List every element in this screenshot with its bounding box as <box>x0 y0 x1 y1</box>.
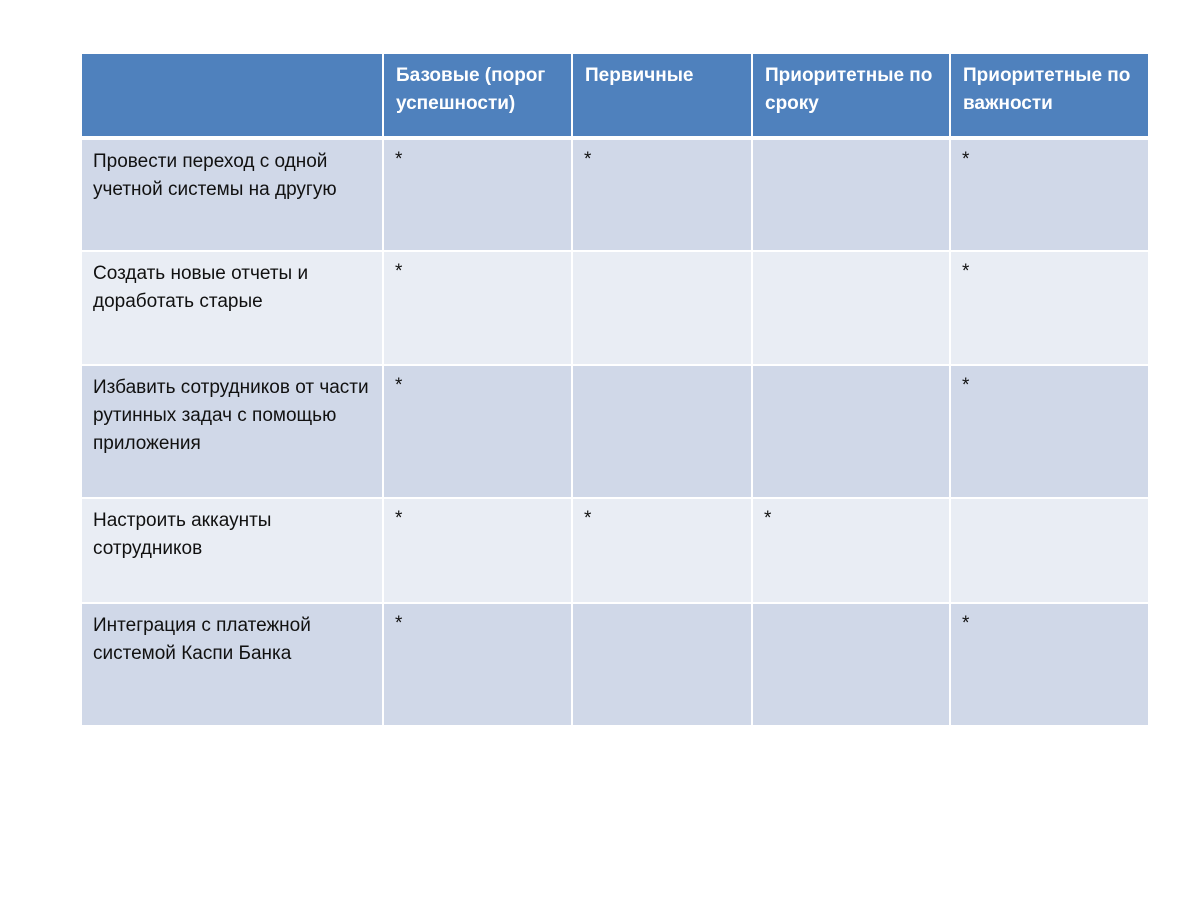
table-row <box>81 251 1149 365</box>
header-cell-basic: Базовые (порог успешности) <box>383 53 572 138</box>
mark-cell-primary <box>572 603 752 726</box>
header-cell-empty <box>81 53 383 138</box>
task-cell: Провести переход с одной учетной системы на другую <box>81 138 383 251</box>
task-cell: Создать новые отчеты и доработать старые <box>81 251 383 365</box>
mark-cell-basic: * <box>383 365 572 498</box>
header-cell-priority-deadline: Приоритетные по сроку <box>752 53 950 138</box>
table-row <box>81 498 1149 603</box>
mark-cell-primary: * <box>572 498 752 603</box>
table-row <box>81 138 1149 251</box>
header-cell-priority-importance: Приоритетные по важности <box>950 53 1149 138</box>
mark-cell-priority-deadline: * <box>752 498 950 603</box>
table-row <box>81 603 1149 726</box>
mark-cell-primary <box>572 251 752 365</box>
header-cell-primary: Первичные <box>572 53 752 138</box>
task-cell: Интеграция с платежной системой Каспи Банка <box>81 603 383 726</box>
mark-cell-priority-deadline <box>752 138 950 251</box>
mark-cell-priority-importance: * <box>950 365 1149 498</box>
mark-cell-priority-deadline <box>752 251 950 365</box>
mark-cell-priority-deadline <box>752 603 950 726</box>
mark-cell-priority-importance: * <box>950 138 1149 251</box>
goals-matrix-table <box>80 52 1150 727</box>
mark-cell-priority-importance: * <box>950 251 1149 365</box>
mark-cell-basic: * <box>383 498 572 603</box>
task-cell: Настроить аккаунты сотрудников <box>81 498 383 603</box>
mark-cell-priority-deadline <box>752 365 950 498</box>
header-row <box>81 53 1149 138</box>
mark-cell-basic: * <box>383 138 572 251</box>
mark-cell-basic: * <box>383 251 572 365</box>
mark-cell-basic: * <box>383 603 572 726</box>
mark-cell-primary: * <box>572 138 752 251</box>
mark-cell-priority-importance <box>950 498 1149 603</box>
mark-cell-priority-importance: * <box>950 603 1149 726</box>
mark-cell-primary <box>572 365 752 498</box>
table-row <box>81 365 1149 498</box>
task-cell: Избавить сотрудников от части рутинных задач с помощью приложения <box>81 365 383 498</box>
